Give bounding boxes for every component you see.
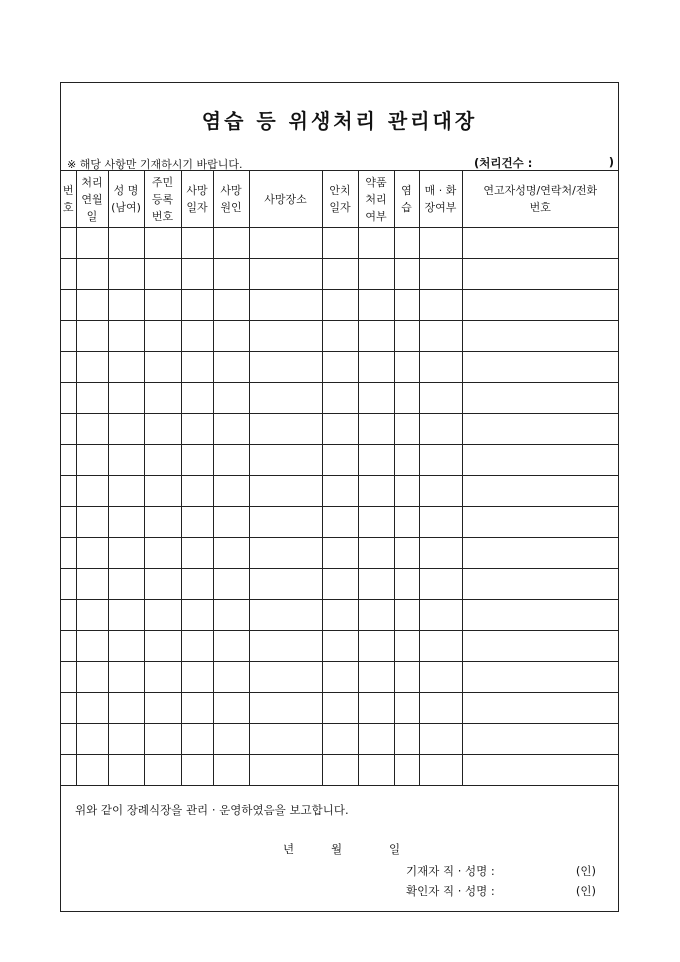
table-row — [61, 259, 618, 290]
table-cell[interactable] — [419, 383, 462, 414]
writer-seal: (인) — [575, 864, 596, 878]
table-row — [61, 600, 618, 631]
table-cell[interactable] — [213, 507, 249, 538]
table-cell[interactable] — [144, 259, 181, 290]
table-row — [61, 724, 618, 755]
table-cell[interactable] — [61, 383, 76, 414]
table-cell[interactable] — [76, 538, 108, 569]
table-cell[interactable] — [144, 228, 181, 259]
instruction-note: ※ 해당 사항만 기재하시기 바랍니다. — [67, 158, 243, 171]
table-cell[interactable] — [419, 352, 462, 383]
table-cell[interactable] — [249, 445, 322, 476]
table-cell[interactable] — [181, 755, 213, 786]
table-cell[interactable] — [462, 259, 618, 290]
table-cell[interactable] — [358, 724, 394, 755]
table-cell[interactable] — [394, 228, 419, 259]
table-cell[interactable] — [108, 755, 144, 786]
table-cell[interactable] — [144, 290, 181, 321]
table-cell[interactable] — [249, 755, 322, 786]
table-cell[interactable] — [61, 693, 76, 724]
table-cell[interactable] — [181, 228, 213, 259]
table-cell[interactable] — [144, 631, 181, 662]
table-cell[interactable] — [76, 259, 108, 290]
table-cell[interactable] — [322, 600, 358, 631]
table-cell[interactable] — [249, 352, 322, 383]
date-month: 월 — [331, 842, 343, 856]
table-cell[interactable] — [419, 290, 462, 321]
table-cell[interactable] — [419, 662, 462, 693]
checker-label: 확인자 직 · 성명 : — [406, 884, 495, 898]
table-cell[interactable] — [419, 569, 462, 600]
table-cell[interactable] — [61, 476, 76, 507]
table-cell[interactable] — [394, 538, 419, 569]
table-cell[interactable] — [61, 259, 76, 290]
table-cell[interactable] — [76, 569, 108, 600]
table-cell[interactable] — [249, 662, 322, 693]
processing-count — [474, 155, 614, 171]
table-cell[interactable] — [181, 259, 213, 290]
table-cell[interactable] — [213, 259, 249, 290]
table-cell[interactable] — [76, 631, 108, 662]
table-cell[interactable] — [61, 445, 76, 476]
table-cell[interactable] — [61, 662, 76, 693]
table-row — [61, 383, 618, 414]
table-cell[interactable] — [462, 383, 618, 414]
table-cell[interactable] — [144, 569, 181, 600]
table-cell[interactable] — [144, 507, 181, 538]
table-cell[interactable] — [108, 724, 144, 755]
table-cell[interactable] — [419, 755, 462, 786]
table-cell[interactable] — [394, 290, 419, 321]
table-cell[interactable] — [61, 352, 76, 383]
table-cell[interactable] — [213, 755, 249, 786]
table-cell[interactable] — [108, 414, 144, 445]
table-cell[interactable] — [358, 352, 394, 383]
table-cell[interactable] — [249, 693, 322, 724]
table-cell[interactable] — [322, 445, 358, 476]
table-cell[interactable] — [462, 693, 618, 724]
table-cell[interactable] — [108, 569, 144, 600]
table-cell[interactable] — [249, 290, 322, 321]
table-cell[interactable] — [108, 383, 144, 414]
table-cell[interactable] — [213, 445, 249, 476]
table-cell[interactable] — [462, 662, 618, 693]
table-row — [61, 631, 618, 662]
table-cell[interactable] — [213, 414, 249, 445]
table-cell[interactable] — [358, 507, 394, 538]
table-row — [61, 538, 618, 569]
table-cell[interactable] — [181, 538, 213, 569]
table-cell[interactable] — [76, 755, 108, 786]
table-cell[interactable] — [249, 631, 322, 662]
col-header-enshrine-date: 안치 일자 — [322, 171, 358, 228]
table-cell[interactable] — [358, 538, 394, 569]
table-cell[interactable] — [213, 321, 249, 352]
table-cell[interactable] — [108, 445, 144, 476]
table-cell[interactable] — [394, 414, 419, 445]
table-cell[interactable] — [108, 507, 144, 538]
table-cell[interactable] — [249, 321, 322, 352]
table-cell[interactable] — [181, 383, 213, 414]
table-cell[interactable] — [108, 538, 144, 569]
table-cell[interactable] — [181, 290, 213, 321]
table-cell[interactable] — [213, 383, 249, 414]
table-cell[interactable] — [419, 538, 462, 569]
table-cell[interactable] — [213, 569, 249, 600]
table-row — [61, 507, 618, 538]
col-header-chemical-treatment: 약품 처리 여부 — [358, 171, 394, 228]
table-cell[interactable] — [394, 321, 419, 352]
table-cell[interactable] — [322, 631, 358, 662]
table-cell[interactable] — [249, 476, 322, 507]
table-cell[interactable] — [76, 445, 108, 476]
table-cell[interactable] — [322, 569, 358, 600]
table-cell[interactable] — [394, 724, 419, 755]
table-cell[interactable] — [462, 352, 618, 383]
table-cell[interactable] — [181, 476, 213, 507]
writer-signature-line — [406, 863, 596, 879]
table-cell[interactable] — [462, 631, 618, 662]
table-cell[interactable] — [76, 693, 108, 724]
table-row — [61, 321, 618, 352]
table-cell[interactable] — [462, 414, 618, 445]
table-cell[interactable] — [462, 290, 618, 321]
col-header-death-date: 사망 일자 — [181, 171, 213, 228]
table-cell[interactable] — [61, 600, 76, 631]
table-cell[interactable] — [419, 445, 462, 476]
table-cell[interactable] — [394, 755, 419, 786]
table-cell[interactable] — [213, 476, 249, 507]
table-cell[interactable] — [61, 507, 76, 538]
table-cell[interactable] — [181, 600, 213, 631]
col-header-relative-contact: 연고자성명/연락처/전화 번호 — [462, 171, 618, 228]
table-cell[interactable] — [108, 662, 144, 693]
table-row — [61, 569, 618, 600]
table-cell[interactable] — [181, 352, 213, 383]
table-cell[interactable] — [144, 662, 181, 693]
table-cell[interactable] — [394, 445, 419, 476]
table-cell[interactable] — [322, 724, 358, 755]
table-cell[interactable] — [462, 507, 618, 538]
ledger-form — [60, 82, 619, 912]
table-cell[interactable] — [181, 445, 213, 476]
col-header-burial-cremation: 매 · 화 장여부 — [419, 171, 462, 228]
table-cell[interactable] — [144, 445, 181, 476]
table-cell[interactable] — [419, 321, 462, 352]
table-row — [61, 662, 618, 693]
table-cell[interactable] — [108, 259, 144, 290]
table-cell[interactable] — [419, 693, 462, 724]
table-cell[interactable] — [358, 476, 394, 507]
table-cell[interactable] — [394, 507, 419, 538]
table-row — [61, 445, 618, 476]
table-row — [61, 755, 618, 786]
table-cell[interactable] — [76, 383, 108, 414]
table-cell[interactable] — [181, 693, 213, 724]
table-cell[interactable] — [358, 662, 394, 693]
header-row — [61, 171, 618, 228]
table-cell[interactable] — [322, 228, 358, 259]
table-cell[interactable] — [108, 228, 144, 259]
table-cell[interactable] — [76, 724, 108, 755]
table-cell[interactable] — [108, 290, 144, 321]
table-row — [61, 290, 618, 321]
table-row — [61, 414, 618, 445]
table-cell[interactable] — [144, 693, 181, 724]
table-cell[interactable] — [462, 445, 618, 476]
table-cell[interactable] — [76, 290, 108, 321]
processing-count-label: (처리건수 : — [474, 156, 533, 170]
table-cell[interactable] — [61, 290, 76, 321]
checker-signature-line — [406, 883, 596, 899]
table-row — [61, 352, 618, 383]
table-cell[interactable] — [108, 693, 144, 724]
table-cell[interactable] — [358, 228, 394, 259]
table-cell[interactable] — [213, 228, 249, 259]
table-cell[interactable] — [249, 228, 322, 259]
col-header-death-cause: 사망 원인 — [213, 171, 249, 228]
table-cell[interactable] — [213, 631, 249, 662]
table-cell[interactable] — [61, 538, 76, 569]
table-cell[interactable] — [144, 755, 181, 786]
table-cell[interactable] — [462, 538, 618, 569]
table-cell[interactable] — [322, 352, 358, 383]
table-cell[interactable] — [462, 724, 618, 755]
table-cell[interactable] — [358, 321, 394, 352]
table-cell[interactable] — [61, 321, 76, 352]
date-day: 일 — [389, 842, 401, 856]
writer-label: 기재자 직 · 성명 : — [406, 864, 495, 878]
table-cell[interactable] — [181, 631, 213, 662]
table-cell[interactable] — [394, 600, 419, 631]
table-cell[interactable] — [76, 507, 108, 538]
form-title: 염습 등 위생처리 관리대장 — [201, 109, 478, 133]
table-cell[interactable] — [462, 228, 618, 259]
table-cell[interactable] — [76, 600, 108, 631]
table-cell[interactable] — [419, 631, 462, 662]
table-cell[interactable] — [322, 414, 358, 445]
table-row — [61, 476, 618, 507]
table-cell[interactable] — [419, 600, 462, 631]
table-cell[interactable] — [61, 228, 76, 259]
table-cell[interactable] — [462, 321, 618, 352]
table-cell[interactable] — [322, 693, 358, 724]
table-cell[interactable] — [322, 755, 358, 786]
table-cell[interactable] — [144, 414, 181, 445]
table-cell[interactable] — [61, 724, 76, 755]
table-cell[interactable] — [322, 290, 358, 321]
table-cell[interactable] — [213, 724, 249, 755]
table-cell[interactable] — [61, 755, 76, 786]
table-cell[interactable] — [144, 600, 181, 631]
table-cell[interactable] — [181, 321, 213, 352]
table-cell[interactable] — [213, 662, 249, 693]
table-cell[interactable] — [144, 321, 181, 352]
table-cell[interactable] — [322, 507, 358, 538]
table-cell[interactable] — [462, 569, 618, 600]
table-cell[interactable] — [181, 662, 213, 693]
table-cell[interactable] — [419, 507, 462, 538]
table-cell[interactable] — [419, 724, 462, 755]
table-cell[interactable] — [144, 352, 181, 383]
table-cell[interactable] — [394, 631, 419, 662]
table-cell[interactable] — [213, 290, 249, 321]
table-cell[interactable] — [394, 259, 419, 290]
table-cell[interactable] — [462, 476, 618, 507]
table-cell[interactable] — [76, 662, 108, 693]
checker-seal: (인) — [575, 884, 596, 898]
table-cell[interactable] — [181, 569, 213, 600]
table-cell[interactable] — [358, 631, 394, 662]
table-cell[interactable] — [61, 414, 76, 445]
table-cell[interactable] — [462, 600, 618, 631]
table-cell[interactable] — [108, 476, 144, 507]
table-cell[interactable] — [394, 693, 419, 724]
table-cell[interactable] — [358, 600, 394, 631]
table-cell[interactable] — [394, 352, 419, 383]
table-cell[interactable] — [181, 414, 213, 445]
table-cell[interactable] — [76, 414, 108, 445]
table-cell[interactable] — [322, 662, 358, 693]
table-cell[interactable] — [419, 228, 462, 259]
table-cell[interactable] — [108, 352, 144, 383]
table-cell[interactable] — [213, 693, 249, 724]
table-cell[interactable] — [144, 383, 181, 414]
table-cell[interactable] — [394, 662, 419, 693]
table-cell[interactable] — [358, 383, 394, 414]
table-cell[interactable] — [358, 290, 394, 321]
table-cell[interactable] — [249, 259, 322, 290]
table-cell[interactable] — [61, 631, 76, 662]
table-cell[interactable] — [358, 445, 394, 476]
table-cell[interactable] — [419, 259, 462, 290]
table-cell[interactable] — [322, 321, 358, 352]
table-cell[interactable] — [419, 476, 462, 507]
table-cell[interactable] — [76, 228, 108, 259]
col-header-name-gender: 성 명 (남여) — [108, 171, 144, 228]
table-cell[interactable] — [462, 755, 618, 786]
table-cell[interactable] — [181, 724, 213, 755]
table-cell[interactable] — [249, 538, 322, 569]
col-header-death-place: 사망장소 — [249, 171, 322, 228]
table-cell[interactable] — [358, 259, 394, 290]
table-cell[interactable] — [76, 321, 108, 352]
table-cell[interactable] — [144, 538, 181, 569]
table-cell[interactable] — [358, 414, 394, 445]
table-cell[interactable] — [108, 321, 144, 352]
col-header-shroud: 염 습 — [394, 171, 419, 228]
table-row — [61, 228, 618, 259]
table-cell[interactable] — [144, 476, 181, 507]
col-header-number: 번 호 — [61, 171, 76, 228]
col-header-resident-number: 주민 등록 번호 — [144, 171, 181, 228]
table-cell[interactable] — [213, 600, 249, 631]
table-cell[interactable] — [249, 600, 322, 631]
register-table — [61, 170, 618, 786]
col-header-processing-date: 처리 연월일 — [76, 171, 108, 228]
table-cell[interactable] — [213, 352, 249, 383]
table-cell[interactable] — [144, 724, 181, 755]
table-row — [61, 693, 618, 724]
table-cell[interactable] — [358, 755, 394, 786]
table-cell[interactable] — [76, 352, 108, 383]
table-cell[interactable] — [76, 476, 108, 507]
table-cell[interactable] — [322, 476, 358, 507]
table-cell[interactable] — [181, 507, 213, 538]
table-cell[interactable] — [249, 569, 322, 600]
table-cell[interactable] — [358, 569, 394, 600]
table-cell[interactable] — [249, 724, 322, 755]
table-cell[interactable] — [108, 631, 144, 662]
table-cell[interactable] — [249, 414, 322, 445]
table-cell[interactable] — [249, 507, 322, 538]
table-cell[interactable] — [213, 538, 249, 569]
table-cell[interactable] — [394, 476, 419, 507]
table-cell[interactable] — [61, 569, 76, 600]
table-cell[interactable] — [108, 600, 144, 631]
table-cell[interactable] — [394, 383, 419, 414]
table-cell[interactable] — [358, 693, 394, 724]
date-year: 년 — [283, 842, 295, 856]
table-cell[interactable] — [394, 569, 419, 600]
table-cell[interactable] — [322, 383, 358, 414]
processing-count-close: ) — [608, 155, 614, 169]
table-cell[interactable] — [322, 538, 358, 569]
table-cell[interactable] — [322, 259, 358, 290]
report-statement: 위와 같이 장례식장을 관리 · 운영하였음을 보고합니다. — [75, 803, 349, 817]
table-cell[interactable] — [249, 383, 322, 414]
table-cell[interactable] — [419, 414, 462, 445]
